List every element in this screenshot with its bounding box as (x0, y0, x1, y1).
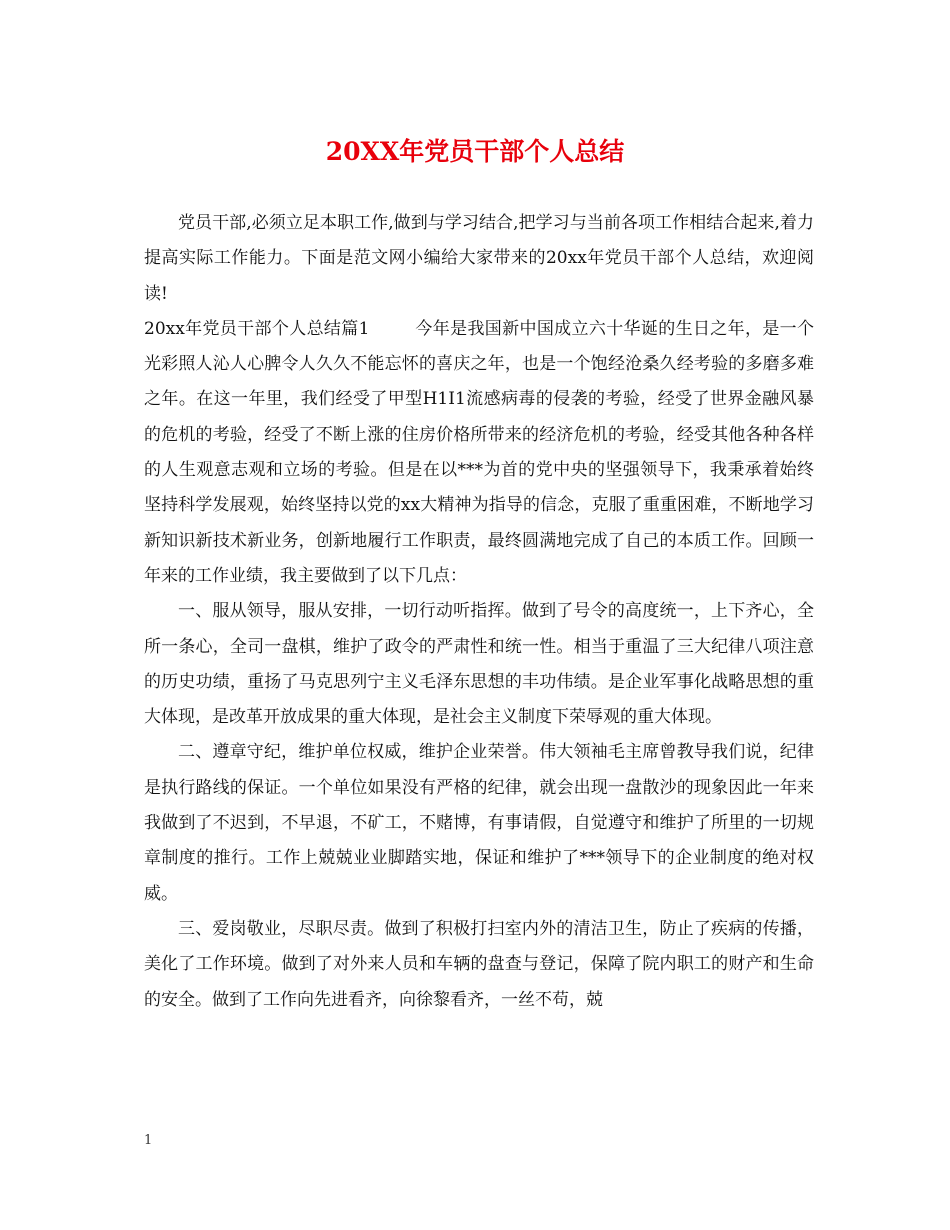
intro-paragraph: 党员干部,必须立足本职工作,做到与学习结合,把学习与当前各项工作相结合起来,着力提高实际工作能力。下面是范文网小编给大家带来的20xx年党员干部个人总结，欢迎阅读! (144, 213, 814, 304)
section-paragraph (144, 312, 814, 594)
document-title: 20XX年党员干部个人总结 (325, 137, 625, 166)
point-paragraph-3: 三、爱岗敬业，尽职尽责。做到了积极打扫室内外的清洁卫生，防止了疾病的传播，美化了工作环境。做到了对外来人员和车辆的盘查与登记，保障了院内职工的财产和生命的安全。做到了工作向先进看齐，向徐黎看齐，一丝不苟，兢 (144, 918, 814, 1010)
point-paragraph-2: 二、遵章守纪，维护单位权威，维护企业荣誉。伟大领袖毛主席曾教导我们说，纪律是执行路线的保证。一个单位如果没有严格的纪律，就会出现一盘散沙的现象因此一年来我做到了不迟到，不早退，不矿工，不赌博，有事请假，自觉遵守和维护了所里的一切规章制度的推行。工作上兢兢业业脚踏实地，保证和维护了***领导下的企业制度的绝对权威。 (144, 742, 814, 904)
point-paragraph-1: 一、服从领导，服从安排，一切行动听指挥。做到了号令的高度统一，上下齐心，全所一条心，全司一盘棋，维护了政令的严肃性和统一性。相当于重温了三大纪律八项注意的历史功绩，重扬了马克思列宁主义毛泽东思想的丰功伟绩。是企业军事化战略思想的重大体现，是改革开放成果的重大体现，是社会主义制度下荣辱观的重大体现。 (144, 601, 814, 728)
document-body (144, 206, 814, 1018)
section-heading: 20xx年党员干部个人总结篇1 (144, 318, 370, 339)
section-spacer (369, 319, 415, 339)
section-lead-text: 今年是我国新中国成立六十华诞的生日之年，是一个光彩照人沁人心脾令人久久不能忘怀的喜庆之年，也是一个饱经沧桑久经考验的多磨多难之年。在这一年里，我们经受了甲型H1I1流感病毒的侵袭的考验，经受了世界金融风暴的危机的考验，经受了不断上涨的住房价格所带来的经济危机的考验，经受其他各种各样的人生观意志观和立场的考验。但是在以***为首的党中央的坚强领导下，我秉承着始终坚持科学发展观，始终坚持以党的xx大精神为指导的信念，克服了重重困难，不断地学习新知识新技术新业务，创新地履行工作职责，最终圆满地完成了自己的本质工作。回顾一年来的工作业绩，我主要做到了以下几点： (144, 318, 815, 586)
page-number: 1 (144, 1133, 153, 1148)
